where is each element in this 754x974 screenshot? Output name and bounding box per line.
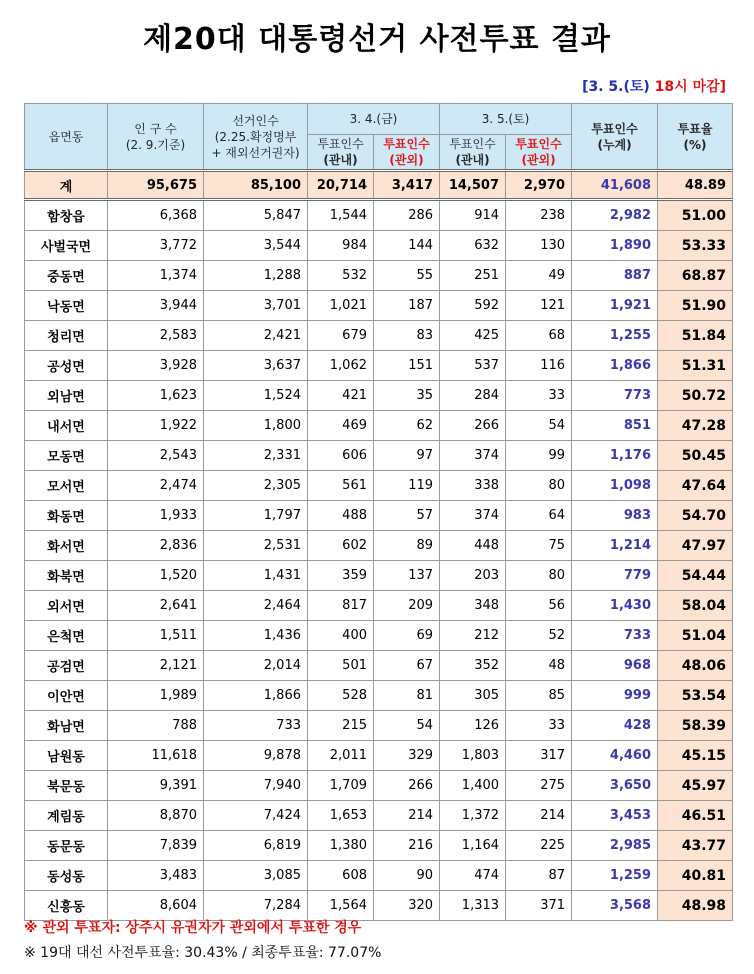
table-row [25,291,733,321]
cell-population: 1,989 [108,681,204,711]
table-row [25,261,733,291]
cell-population: 3,483 [108,861,204,891]
cell-d2-in: 1,372 [440,801,506,831]
cell-electors: 7,284 [204,891,308,921]
cell-electors: 7,424 [204,801,308,831]
cell-name: 동성동 [25,861,108,891]
cell-d1-in: 469 [308,411,374,441]
results-table [24,103,733,921]
cell-d2-in: 266 [440,411,506,441]
header-rate: 투표율 (%) [658,104,733,171]
cell-votes: 4,460 [572,741,658,771]
cell-votes: 1,098 [572,471,658,501]
total-name: 계 [25,171,108,200]
cell-name: 신흥동 [25,891,108,921]
table-row [25,741,733,771]
cell-d2-in: 914 [440,200,506,231]
cell-electors: 1,524 [204,381,308,411]
cell-d1-out: 286 [374,200,440,231]
table-row [25,681,733,711]
cell-population: 3,928 [108,351,204,381]
total-d1-out: 3,417 [374,171,440,200]
table-row [25,801,733,831]
cell-name: 사벌국면 [25,231,108,261]
note-previous-election: ※ 19대 대선 사전투표율: 30.43% / 최종투표율: 77.07% [24,945,382,961]
cell-votes: 1,866 [572,351,658,381]
cell-d2-out: 121 [506,291,572,321]
cell-rate: 45.97 [658,771,733,801]
cell-rate: 48.06 [658,651,733,681]
header-day1-in: 투표인수 (관내) [308,135,374,171]
cell-d2-in: 352 [440,651,506,681]
cell-d2-in: 305 [440,681,506,711]
cell-rate: 54.70 [658,501,733,531]
cell-rate: 50.72 [658,381,733,411]
cell-d1-in: 608 [308,861,374,891]
cell-d1-in: 1,062 [308,351,374,381]
cell-d1-out: 137 [374,561,440,591]
cell-rate: 48.98 [658,891,733,921]
cell-d2-in: 537 [440,351,506,381]
cell-d2-out: 99 [506,441,572,471]
cell-population: 8,604 [108,891,204,921]
cell-name: 낙동면 [25,291,108,321]
cell-population: 8,870 [108,801,204,831]
header-day2-out: 투표인수 (관외) [506,135,572,171]
header-electors: 선거인수 (2.25.확정명부 + 재외선거권자) [204,104,308,171]
cell-electors: 3,637 [204,351,308,381]
table-row [25,891,733,921]
cell-votes: 851 [572,411,658,441]
total-population: 95,675 [108,171,204,200]
table-body [25,171,733,921]
cell-d2-out: 371 [506,891,572,921]
cell-d2-out: 48 [506,651,572,681]
cell-votes: 999 [572,681,658,711]
header-region: 읍면동 [25,104,108,171]
cell-d2-in: 592 [440,291,506,321]
cell-population: 1,511 [108,621,204,651]
cell-votes: 1,430 [572,591,658,621]
cell-d1-out: 216 [374,831,440,861]
table-row [25,831,733,861]
cell-d2-in: 1,400 [440,771,506,801]
cell-electors: 1,436 [204,621,308,651]
cell-name: 중동면 [25,261,108,291]
cell-d1-in: 679 [308,321,374,351]
table-row [25,501,733,531]
cell-d2-out: 80 [506,561,572,591]
cell-rate: 51.00 [658,200,733,231]
table-row [25,411,733,441]
cell-name: 공검면 [25,651,108,681]
note-overseas: ※ 관외 투표자: 상주시 유권자가 관외에서 투표한 경우 [24,920,362,936]
cell-population: 1,922 [108,411,204,441]
cell-d1-out: 83 [374,321,440,351]
cell-d1-out: 81 [374,681,440,711]
cell-d1-out: 90 [374,861,440,891]
cell-electors: 2,014 [204,651,308,681]
table-row [25,231,733,261]
cell-name: 화북면 [25,561,108,591]
cell-d1-in: 602 [308,531,374,561]
table-row [25,351,733,381]
cell-electors: 3,544 [204,231,308,261]
total-d2-out: 2,970 [506,171,572,200]
cell-d2-out: 116 [506,351,572,381]
header-day1-out: 투표인수 (관외) [374,135,440,171]
cell-d2-out: 275 [506,771,572,801]
cell-electors: 1,797 [204,501,308,531]
cell-electors: 1,431 [204,561,308,591]
total-d1-in: 20,714 [308,171,374,200]
cell-d1-out: 55 [374,261,440,291]
cell-d2-out: 87 [506,861,572,891]
cell-rate: 43.77 [658,831,733,861]
cell-rate: 40.81 [658,861,733,891]
cell-votes: 968 [572,651,658,681]
cell-electors: 9,878 [204,741,308,771]
table-row [25,321,733,351]
cell-votes: 428 [572,711,658,741]
cell-d1-out: 266 [374,771,440,801]
cell-name: 동문동 [25,831,108,861]
cell-d2-out: 64 [506,501,572,531]
cell-votes: 2,982 [572,200,658,231]
cell-name: 화서면 [25,531,108,561]
cell-population: 11,618 [108,741,204,771]
cell-votes: 773 [572,381,658,411]
cell-population: 3,944 [108,291,204,321]
cell-d1-in: 561 [308,471,374,501]
cell-electors: 6,819 [204,831,308,861]
cell-population: 9,391 [108,771,204,801]
cell-electors: 3,085 [204,861,308,891]
total-row [25,171,733,200]
cell-d2-in: 251 [440,261,506,291]
cell-rate: 54.44 [658,561,733,591]
cell-d1-out: 151 [374,351,440,381]
deadline-time: 18시 마감] [654,79,726,95]
cell-d2-in: 374 [440,441,506,471]
cell-population: 7,839 [108,831,204,861]
cell-d1-in: 1,544 [308,200,374,231]
table-row [25,711,733,741]
cell-d2-in: 1,313 [440,891,506,921]
cell-d2-out: 54 [506,411,572,441]
cell-d1-in: 359 [308,561,374,591]
cell-d1-in: 1,380 [308,831,374,861]
cell-d2-out: 33 [506,381,572,411]
cell-electors: 1,800 [204,411,308,441]
cell-d2-in: 425 [440,321,506,351]
cell-votes: 1,921 [572,291,658,321]
cell-d2-out: 52 [506,621,572,651]
cell-name: 공성면 [25,351,108,381]
total-rate: 48.89 [658,171,733,200]
cell-d1-out: 67 [374,651,440,681]
cell-d2-in: 126 [440,711,506,741]
cell-name: 모동면 [25,441,108,471]
cell-population: 1,623 [108,381,204,411]
cell-electors: 1,866 [204,681,308,711]
cell-d2-out: 317 [506,741,572,771]
cell-electors: 1,288 [204,261,308,291]
cell-d1-out: 187 [374,291,440,321]
cell-d2-in: 448 [440,531,506,561]
header-day2: 3. 5.(토) [440,104,572,135]
cell-d1-out: 57 [374,501,440,531]
cell-d1-out: 69 [374,621,440,651]
cell-d1-in: 1,653 [308,801,374,831]
cell-d2-out: 33 [506,711,572,741]
cell-d1-out: 214 [374,801,440,831]
cell-d2-in: 212 [440,621,506,651]
cell-rate: 47.97 [658,531,733,561]
cell-name: 북문동 [25,771,108,801]
cell-d1-out: 144 [374,231,440,261]
cell-name: 외서면 [25,591,108,621]
cell-rate: 50.45 [658,441,733,471]
cell-votes: 887 [572,261,658,291]
deadline-label [582,76,726,96]
cell-d2-in: 1,164 [440,831,506,861]
cell-rate: 51.04 [658,621,733,651]
cell-name: 남원동 [25,741,108,771]
page-title: 제20대 대통령선거 사전투표 결과 [143,22,611,57]
table-row [25,651,733,681]
cell-name: 이안면 [25,681,108,711]
table-row [25,531,733,561]
cell-d1-in: 528 [308,681,374,711]
table-row [25,621,733,651]
cell-d1-in: 400 [308,621,374,651]
cell-d1-in: 488 [308,501,374,531]
header-day2-in: 투표인수 (관내) [440,135,506,171]
cell-name: 내서면 [25,411,108,441]
table-row [25,861,733,891]
header-total-voters: 투표인수 (누계) [572,104,658,171]
cell-population: 1,933 [108,501,204,531]
cell-d1-out: 35 [374,381,440,411]
cell-votes: 1,176 [572,441,658,471]
cell-rate: 53.54 [658,681,733,711]
cell-votes: 1,259 [572,861,658,891]
cell-electors: 2,531 [204,531,308,561]
cell-d2-out: 75 [506,531,572,561]
cell-d2-out: 80 [506,471,572,501]
cell-population: 3,772 [108,231,204,261]
cell-d1-in: 532 [308,261,374,291]
cell-rate: 47.28 [658,411,733,441]
cell-rate: 53.33 [658,231,733,261]
cell-d2-in: 374 [440,501,506,531]
cell-electors: 2,464 [204,591,308,621]
header-day1: 3. 4.(금) [308,104,440,135]
cell-votes: 983 [572,501,658,531]
cell-electors: 2,421 [204,321,308,351]
table-row [25,771,733,801]
cell-rate: 58.39 [658,711,733,741]
cell-rate: 68.87 [658,261,733,291]
cell-d2-in: 348 [440,591,506,621]
table-row [25,441,733,471]
cell-votes: 2,985 [572,831,658,861]
cell-d1-in: 215 [308,711,374,741]
cell-d1-out: 89 [374,531,440,561]
cell-electors: 2,331 [204,441,308,471]
cell-d1-in: 501 [308,651,374,681]
deadline-date: [3. 5.(토) [582,79,650,95]
header-population: 인 구 수 (2. 9.기준) [108,104,204,171]
cell-d2-in: 284 [440,381,506,411]
cell-d2-in: 1,803 [440,741,506,771]
table-row [25,561,733,591]
cell-name: 계림동 [25,801,108,831]
cell-population: 2,543 [108,441,204,471]
cell-votes: 3,568 [572,891,658,921]
table-row [25,381,733,411]
cell-votes: 733 [572,621,658,651]
cell-population: 2,583 [108,321,204,351]
cell-d1-in: 2,011 [308,741,374,771]
cell-d2-in: 474 [440,861,506,891]
cell-d2-out: 68 [506,321,572,351]
cell-d2-out: 130 [506,231,572,261]
cell-electors: 5,847 [204,200,308,231]
cell-d1-out: 62 [374,411,440,441]
total-d2-in: 14,507 [440,171,506,200]
cell-rate: 45.15 [658,741,733,771]
cell-population: 2,474 [108,471,204,501]
total-votes: 41,608 [572,171,658,200]
cell-rate: 51.90 [658,291,733,321]
table-header [25,104,733,171]
table-row [25,200,733,231]
cell-name: 은척면 [25,621,108,651]
cell-d2-out: 56 [506,591,572,621]
cell-votes: 1,214 [572,531,658,561]
cell-population: 1,520 [108,561,204,591]
cell-d2-out: 225 [506,831,572,861]
cell-population: 6,368 [108,200,204,231]
cell-population: 2,641 [108,591,204,621]
cell-votes: 1,255 [572,321,658,351]
cell-d1-in: 421 [308,381,374,411]
table-row [25,591,733,621]
cell-population: 1,374 [108,261,204,291]
cell-d2-out: 214 [506,801,572,831]
cell-d2-in: 203 [440,561,506,591]
cell-rate: 51.84 [658,321,733,351]
cell-rate: 58.04 [658,591,733,621]
cell-name: 화동면 [25,501,108,531]
cell-d1-out: 54 [374,711,440,741]
cell-d1-in: 1,021 [308,291,374,321]
cell-d1-in: 984 [308,231,374,261]
cell-d1-out: 329 [374,741,440,771]
cell-rate: 47.64 [658,471,733,501]
cell-d1-out: 97 [374,441,440,471]
cell-rate: 51.31 [658,351,733,381]
cell-d1-in: 1,709 [308,771,374,801]
cell-population: 2,836 [108,531,204,561]
cell-d1-out: 119 [374,471,440,501]
cell-rate: 46.51 [658,801,733,831]
cell-d1-in: 606 [308,441,374,471]
cell-name: 모서면 [25,471,108,501]
cell-d2-out: 49 [506,261,572,291]
table-row [25,471,733,501]
cell-d2-in: 338 [440,471,506,501]
cell-name: 청리면 [25,321,108,351]
cell-d1-in: 817 [308,591,374,621]
cell-electors: 3,701 [204,291,308,321]
cell-electors: 733 [204,711,308,741]
cell-d1-in: 1,564 [308,891,374,921]
cell-votes: 779 [572,561,658,591]
cell-d1-out: 320 [374,891,440,921]
cell-name: 함창읍 [25,200,108,231]
cell-d1-out: 209 [374,591,440,621]
cell-electors: 7,940 [204,771,308,801]
cell-d2-out: 85 [506,681,572,711]
cell-votes: 3,453 [572,801,658,831]
cell-d2-in: 632 [440,231,506,261]
cell-d2-out: 238 [506,200,572,231]
cell-votes: 3,650 [572,771,658,801]
cell-name: 화남면 [25,711,108,741]
cell-votes: 1,890 [572,231,658,261]
cell-electors: 2,305 [204,471,308,501]
cell-population: 788 [108,711,204,741]
cell-name: 외남면 [25,381,108,411]
total-electors: 85,100 [204,171,308,200]
cell-population: 2,121 [108,651,204,681]
